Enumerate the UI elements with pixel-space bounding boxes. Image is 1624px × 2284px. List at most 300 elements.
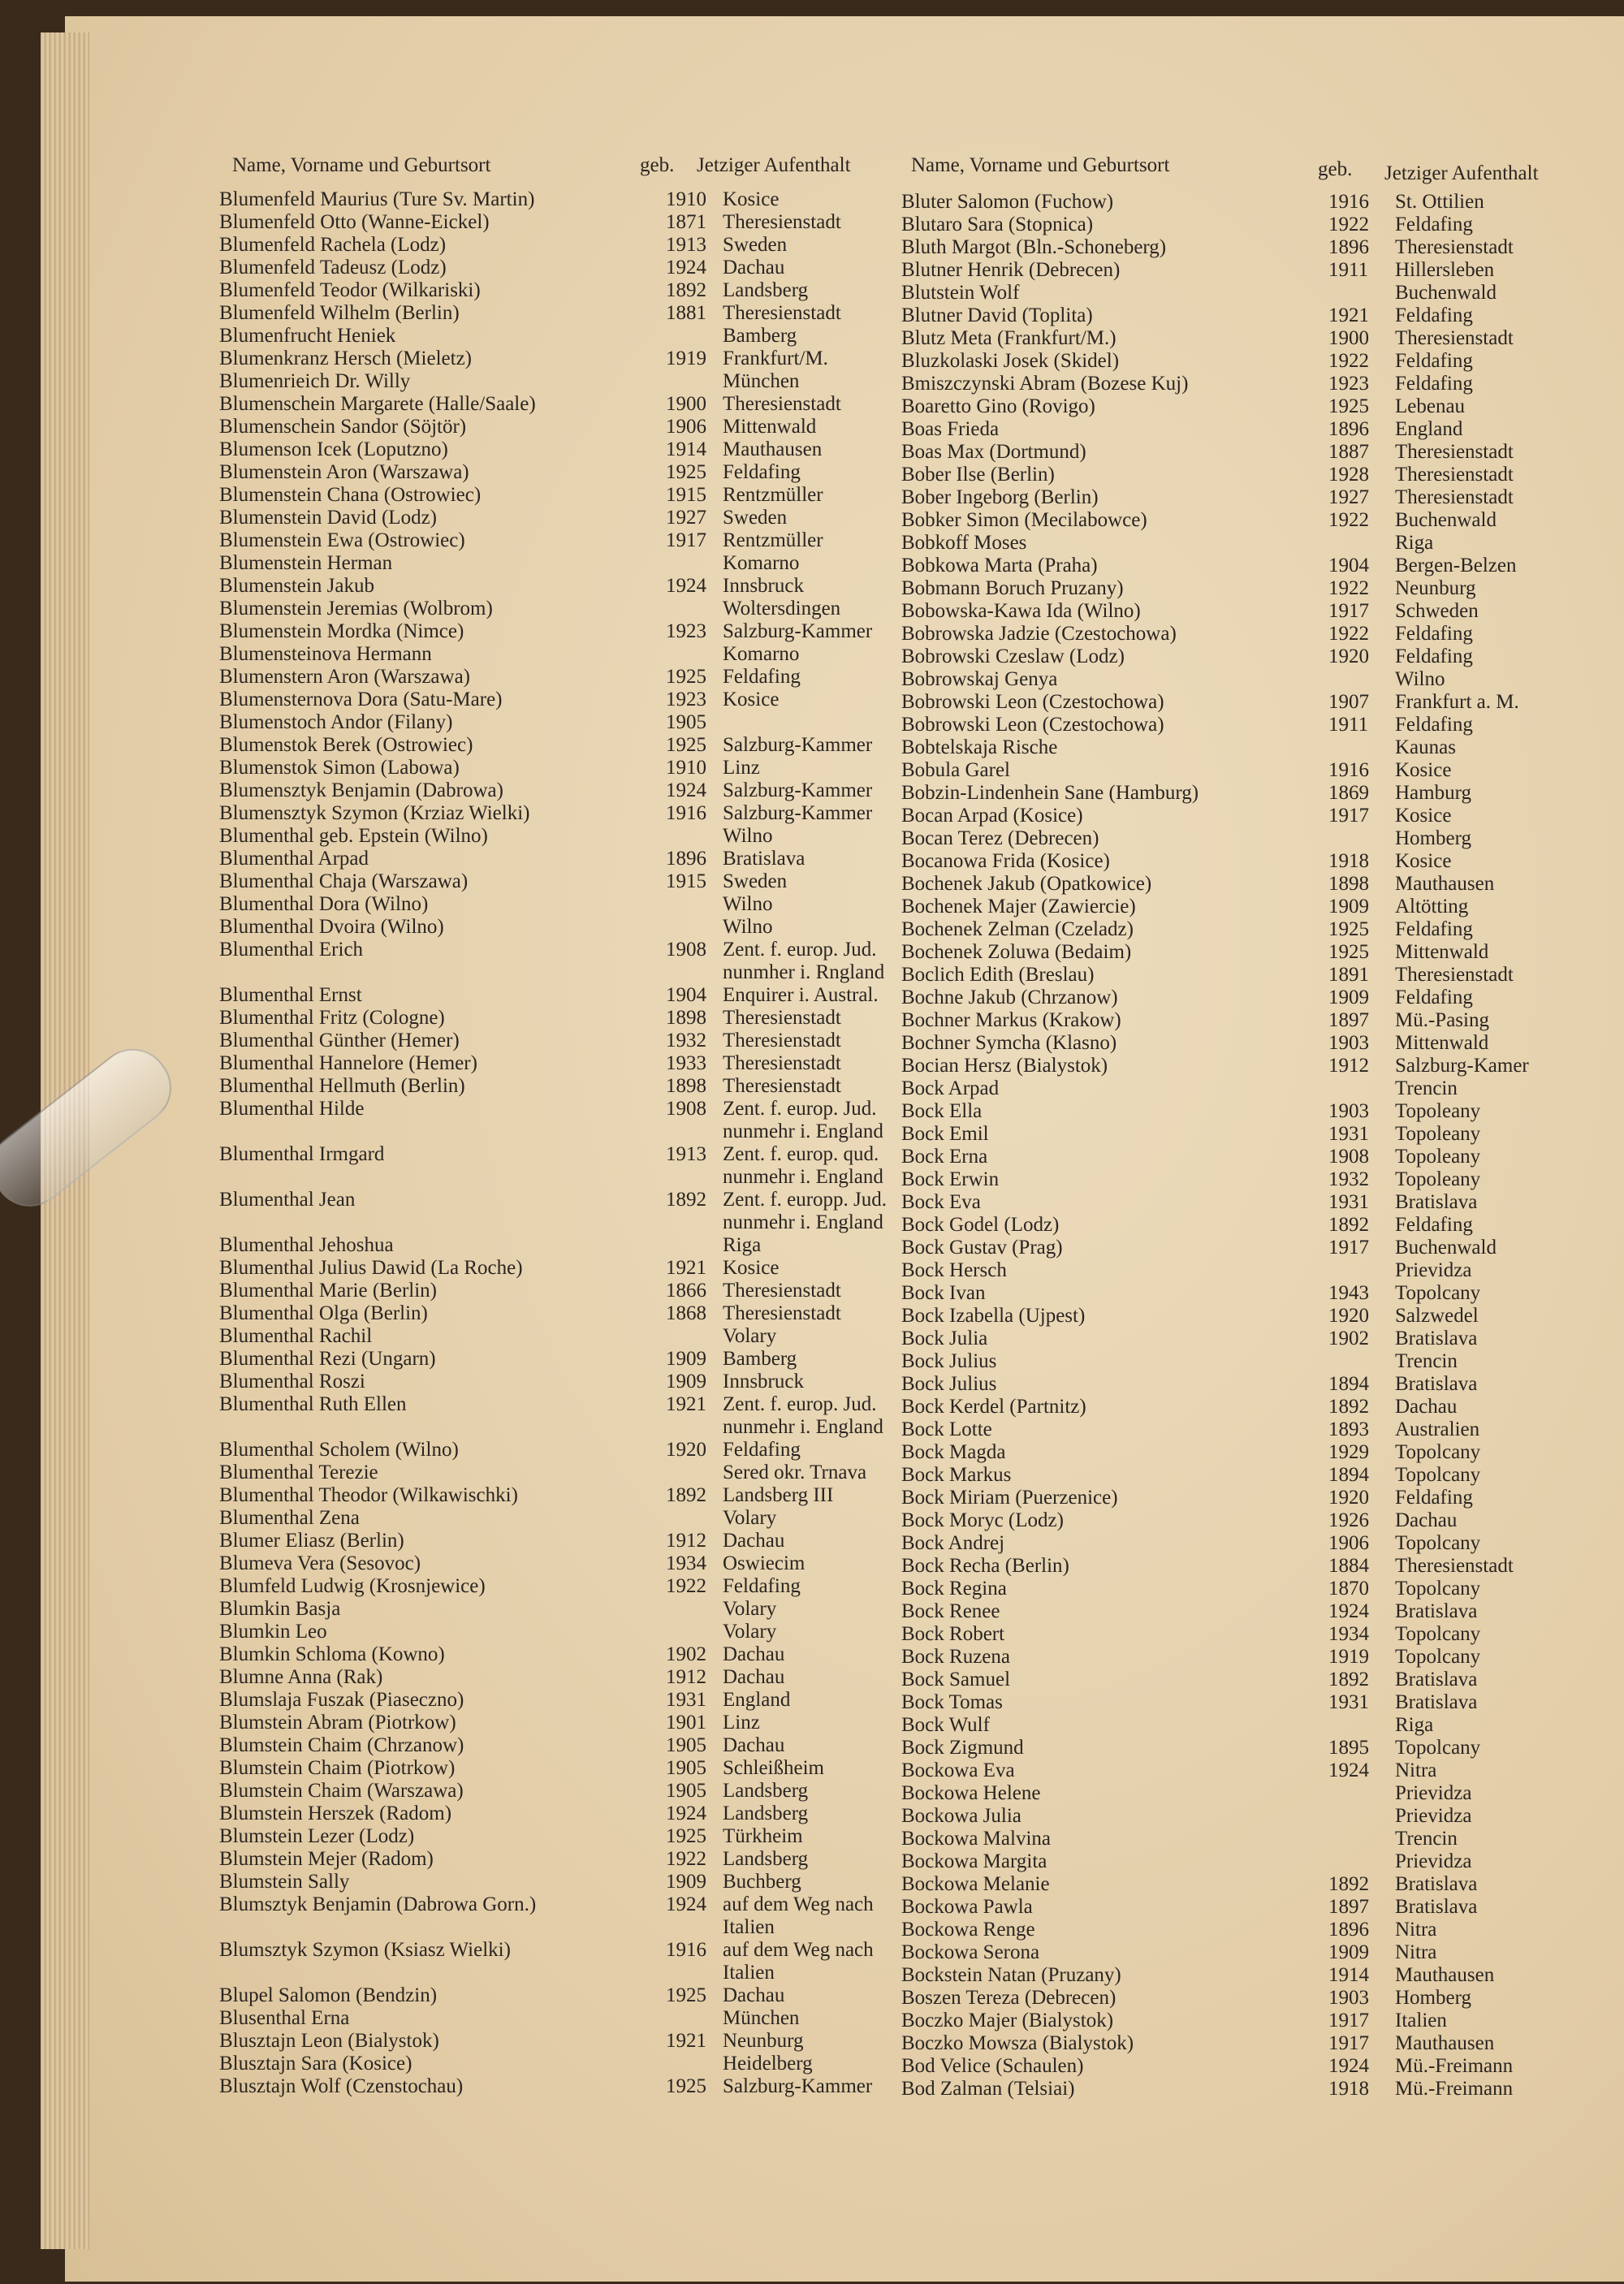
entry-place: Trencin xyxy=(1395,1350,1458,1372)
entry-name: Blumenthal Marie (Berlin) xyxy=(219,1280,437,1302)
entry-name: Blumenstein Ewa (Ostrowiec) xyxy=(219,529,465,551)
list-entry xyxy=(219,1484,834,1507)
entry-year: 1917 xyxy=(1328,1237,1369,1259)
entry-place: Buchenwald xyxy=(1395,282,1497,304)
entry-place: Italien xyxy=(1395,2010,1447,2031)
list-entry xyxy=(219,1507,788,1530)
entry-name: Bocian Hersz (Bialystok) xyxy=(901,1055,1108,1077)
entry-year: 1898 xyxy=(1328,873,1369,895)
list-entry xyxy=(901,1782,1616,1805)
entry-place: Zent. f. europ. Jud. xyxy=(723,1098,877,1120)
entry-year: 1897 xyxy=(1328,1896,1369,1918)
list-entry xyxy=(901,2078,1616,2101)
entry-name: Boaretto Gino (Rovigo) xyxy=(901,395,1095,417)
entry-name: Bockowa Margita xyxy=(901,1850,1047,1872)
entry-name: Blumenthal Erich xyxy=(219,939,364,961)
entry-place: Linz xyxy=(723,757,760,779)
list-entry xyxy=(901,691,1616,714)
entry-name: Blumstein Chaim (Chrzanow) xyxy=(219,1734,464,1756)
entry-year: 1927 xyxy=(1328,486,1369,508)
entry-place: Frankfurt a. M. xyxy=(1395,691,1519,713)
entry-year: 1893 xyxy=(1328,1418,1369,1440)
entry-name: Bockowa Helene xyxy=(901,1782,1041,1804)
entry-place: Feldafing xyxy=(723,461,801,483)
list-entry xyxy=(901,1850,1616,1873)
entry-name: Bobrowska Jadzie (Czestochowa) xyxy=(901,623,1177,645)
entry-place: Volary xyxy=(723,1507,777,1529)
entry-place: Topolcany xyxy=(1395,1623,1481,1645)
entry-year: 1916 xyxy=(666,802,706,824)
entry-place: Sered okr. Trnava xyxy=(723,1462,867,1483)
entry-place: Salzburg-Kammer xyxy=(723,779,873,801)
entry-place: Topolcany xyxy=(1395,1464,1481,1486)
entry-year: 1896 xyxy=(1328,418,1369,440)
entry-name: Blumenschein Sandor (Söjtör) xyxy=(219,416,467,438)
list-entry xyxy=(219,2075,873,2098)
list-entry xyxy=(219,461,801,484)
list-entry xyxy=(219,1234,788,1257)
list-entry xyxy=(901,509,1616,532)
entry-place: Enquirer i. Austral. xyxy=(723,984,879,1006)
entry-year: 1922 xyxy=(1328,577,1369,599)
entry-name: Blumenthal Rezi (Ungarn) xyxy=(219,1348,436,1370)
entry-year: 1924 xyxy=(666,1893,706,1915)
entry-year: 1884 xyxy=(1328,1555,1369,1577)
entry-place: Theresienstadt xyxy=(723,1280,841,1302)
entry-year: 1903 xyxy=(1328,1032,1369,1054)
entry-name: Boas Frieda xyxy=(901,418,1000,440)
list-entry xyxy=(901,1714,1616,1737)
entry-place: England xyxy=(1395,418,1463,440)
list-entry xyxy=(901,418,1616,441)
list-entry xyxy=(901,1146,1616,1168)
list-entry xyxy=(219,1166,883,1189)
entry-name: Blumenthal Irmgard xyxy=(219,1143,385,1165)
entry-place: Innsbruck xyxy=(723,575,804,597)
entry-year: 1917 xyxy=(1328,2010,1369,2031)
entry-name: Bock Erna xyxy=(901,1146,988,1168)
list-entry xyxy=(219,2053,813,2075)
entry-place: Sweden xyxy=(723,870,788,892)
list-entry xyxy=(901,782,1616,805)
entry-name: Blumenson Icek (Loputzno) xyxy=(219,438,448,460)
list-entry xyxy=(901,1009,1616,1032)
entry-name: Bock Gustav (Prag) xyxy=(901,1237,1063,1259)
left-header-place: Jetziger Aufenthalt xyxy=(697,154,851,176)
entry-place: Australien xyxy=(1395,1418,1480,1440)
entry-year: 1924 xyxy=(1328,1759,1369,1781)
list-entry xyxy=(219,1075,841,1098)
entry-place: Feldafing xyxy=(1395,1487,1473,1509)
entry-place: München xyxy=(723,370,800,392)
list-entry xyxy=(219,1962,788,1984)
entry-year: 1925 xyxy=(1328,941,1369,963)
entry-name: Bobula Garel xyxy=(901,759,1010,781)
list-entry xyxy=(901,1055,1616,1077)
list-entry xyxy=(219,1348,797,1371)
right-header-place: Jetziger Aufenthalt xyxy=(1384,162,1539,184)
list-entry xyxy=(219,279,809,302)
entry-place: Topolcany xyxy=(1395,1441,1481,1463)
entry-name: Blumenthal Günther (Hemer) xyxy=(219,1030,460,1051)
entry-year: 1908 xyxy=(1328,1146,1369,1168)
entry-name: Boclich Edith (Breslau) xyxy=(901,964,1095,986)
entry-name: Blumenthal Arpad xyxy=(219,848,369,870)
entry-year: 1933 xyxy=(666,1052,706,1074)
list-entry xyxy=(219,1871,801,1893)
left-header-year: geb. xyxy=(640,154,675,176)
list-entry xyxy=(219,2030,804,2053)
entry-year: 1866 xyxy=(666,1280,706,1302)
entry-place: Theresienstadt xyxy=(723,1030,841,1051)
entry-name: Blumeva Vera (Sesovoc) xyxy=(219,1552,421,1574)
list-entry xyxy=(219,1712,788,1734)
entry-name: Blumenfeld Maurius (Ture Sv. Martin) xyxy=(219,188,535,210)
list-entry xyxy=(901,1737,1616,1759)
list-entry xyxy=(901,1669,1616,1691)
entry-name: Blumenthal Dvoira (Wilno) xyxy=(219,916,444,938)
entry-place: Wilno xyxy=(723,893,773,915)
entry-year: 1904 xyxy=(1328,555,1369,576)
entry-year: 1920 xyxy=(1328,1305,1369,1327)
list-entry xyxy=(901,623,1616,645)
list-entry xyxy=(901,1487,1616,1509)
entry-name: Blumenstein Mordka (Nimce) xyxy=(219,620,464,642)
entry-name: Blumenthal Hellmuth (Berlin) xyxy=(219,1075,465,1097)
entry-name: Blumenthal Ruth Ellen xyxy=(219,1393,407,1415)
entry-place: Theresienstadt xyxy=(723,1007,841,1029)
entry-place: nunmehr i. England xyxy=(723,1416,883,1438)
entry-year: 1905 xyxy=(666,711,706,733)
entry-place: Feldafing xyxy=(1395,1214,1473,1236)
entry-year: 1895 xyxy=(1328,1737,1369,1759)
entry-name: Bock Izabella (Ujpest) xyxy=(901,1305,1086,1327)
entry-name: Boas Max (Dortmund) xyxy=(901,441,1086,463)
entry-year: 1909 xyxy=(1328,1941,1369,1963)
entry-year: 1896 xyxy=(666,848,706,870)
entry-place: Feldafing xyxy=(1395,214,1473,235)
list-entry xyxy=(901,668,1616,691)
entry-year: 1924 xyxy=(666,1803,706,1824)
list-entry xyxy=(901,259,1616,282)
entry-name: Blumensteinova Hermann xyxy=(219,643,432,665)
entry-name: Bockowa Pawla xyxy=(901,1896,1033,1918)
list-entry xyxy=(901,1373,1616,1396)
entry-name: Bock Erwin xyxy=(901,1168,1000,1190)
entry-place: Feldafing xyxy=(723,666,801,688)
list-entry xyxy=(901,1032,1616,1055)
entry-place: Mauthausen xyxy=(1395,873,1495,895)
entry-name: Blutstein Wolf xyxy=(901,282,1020,304)
entry-year: 1892 xyxy=(1328,1214,1369,1236)
list-entry xyxy=(901,759,1616,782)
list-entry xyxy=(901,1418,1616,1441)
entry-place: Theresienstadt xyxy=(1395,1555,1514,1577)
list-entry xyxy=(901,1168,1616,1191)
list-entry xyxy=(219,1439,801,1462)
entry-year: 1932 xyxy=(666,1030,706,1051)
entry-name: Blumenschein Margarete (Halle/Saale) xyxy=(219,393,536,415)
entry-name: Bock Kerdel (Partnitz) xyxy=(901,1396,1086,1418)
entry-name: Bock Julia xyxy=(901,1328,988,1349)
entry-year: 1912 xyxy=(666,1666,706,1688)
entry-place: Sweden xyxy=(723,234,788,256)
entry-year: 1922 xyxy=(1328,509,1369,531)
list-entry xyxy=(901,645,1616,668)
list-entry xyxy=(901,1305,1616,1328)
list-entry xyxy=(219,507,788,529)
entry-place: Dachau xyxy=(723,257,785,278)
entry-place: Bamberg xyxy=(723,325,797,347)
entry-year: 1925 xyxy=(666,1984,706,2006)
entry-year: 1892 xyxy=(666,279,706,301)
entry-place: Landsberg xyxy=(723,1803,809,1824)
entry-place: Mittenwald xyxy=(1395,1032,1489,1054)
list-entry xyxy=(219,1825,803,1848)
entry-name: Bod Zalman (Telsiai) xyxy=(901,2078,1075,2100)
list-entry xyxy=(219,1666,788,1689)
entry-place: Bamberg xyxy=(723,1348,797,1370)
entry-name: Bober Ilse (Berlin) xyxy=(901,464,1055,486)
entry-place: Oswiecim xyxy=(723,1552,806,1574)
entry-year: 1919 xyxy=(1328,1646,1369,1668)
entry-name: Blumenfrucht Heniek xyxy=(219,325,396,347)
list-entry xyxy=(901,1828,1616,1850)
entry-place: Komarno xyxy=(723,643,800,665)
entry-name: Blusztajn Sara (Kosice) xyxy=(219,2053,412,2075)
list-entry xyxy=(901,1123,1616,1146)
entry-name: Bockowa Malvina xyxy=(901,1828,1051,1850)
entry-name: Blumenthal Dora (Wilno) xyxy=(219,893,429,915)
entry-place: Volary xyxy=(723,1598,777,1620)
entry-place: England xyxy=(723,1689,791,1711)
entry-name: Bock Robert xyxy=(901,1623,1005,1645)
entry-year: 1925 xyxy=(666,734,706,756)
entry-place: Mü.-Freimann xyxy=(1395,2078,1514,2100)
entry-name: Bock Moryc (Lodz) xyxy=(901,1509,1064,1531)
entry-place: Topoleany xyxy=(1395,1100,1481,1122)
right-header-name: Name, Vorname und Geburtsort xyxy=(911,154,1170,176)
entry-place: Frankfurt/M. xyxy=(723,348,828,369)
entry-name: Bock Renee xyxy=(901,1600,1000,1622)
list-entry xyxy=(219,666,801,689)
list-entry xyxy=(901,532,1616,555)
entry-place: Theresienstadt xyxy=(1395,441,1514,463)
list-entry xyxy=(901,1214,1616,1237)
list-entry xyxy=(219,711,788,734)
entry-year: 1922 xyxy=(1328,350,1369,372)
entry-name: Bock Ella xyxy=(901,1100,983,1122)
entry-place: Kosice xyxy=(1395,759,1452,781)
entry-place: Dachau xyxy=(723,1530,785,1552)
list-entry xyxy=(219,1120,883,1143)
list-entry xyxy=(219,1257,788,1280)
list-entry xyxy=(219,689,788,711)
list-entry xyxy=(219,1530,788,1552)
entry-name: Blumkin Schloma (Kowno) xyxy=(219,1643,445,1665)
entry-name: Blumenstein David (Lodz) xyxy=(219,507,437,529)
entry-place: Theresienstadt xyxy=(1395,464,1514,486)
list-entry xyxy=(219,779,873,802)
entry-name: Blusztajn Leon (Bialystok) xyxy=(219,2030,439,2052)
entry-year: 1934 xyxy=(1328,1623,1369,1645)
list-entry xyxy=(219,1211,883,1234)
entry-year: 1892 xyxy=(666,1484,706,1506)
list-entry xyxy=(901,1555,1616,1578)
list-entry xyxy=(901,373,1616,395)
entry-year: 1925 xyxy=(1328,395,1369,417)
entry-name: Bock Andrej xyxy=(901,1532,1005,1554)
entry-name: Bobkowa Marta (Praha) xyxy=(901,555,1098,576)
entry-year: 1912 xyxy=(1328,1055,1369,1077)
list-entry xyxy=(219,325,797,348)
list-entry xyxy=(219,1984,788,2007)
list-entry xyxy=(219,1916,788,1939)
list-entry xyxy=(901,2032,1616,2055)
list-entry xyxy=(901,1600,1616,1623)
entry-year: 1911 xyxy=(1328,259,1369,281)
list-entry xyxy=(219,916,788,939)
entry-place: Volary xyxy=(723,1621,777,1643)
list-entry xyxy=(219,1575,801,1598)
entry-place: Linz xyxy=(723,1712,760,1734)
entry-year: 1912 xyxy=(666,1530,706,1552)
list-entry xyxy=(219,734,873,757)
entry-place: Bratislava xyxy=(1395,1328,1478,1349)
entry-name: Blumenfeld Tadeusz (Lodz) xyxy=(219,257,447,278)
entry-name: Blumenstein Jeremias (Wolbrom) xyxy=(219,598,493,620)
list-entry xyxy=(219,1893,874,1916)
list-entry xyxy=(219,1757,824,1780)
entry-year: 1922 xyxy=(1328,623,1369,645)
entry-name: Bock Regina xyxy=(901,1578,1007,1600)
entry-name: Blusenthal Erna xyxy=(219,2007,350,2029)
entry-place: Bratislava xyxy=(1395,1669,1478,1690)
list-entry xyxy=(901,1077,1616,1100)
entry-name: Blumenrieich Dr. Willy xyxy=(219,370,411,392)
entry-place: Dachau xyxy=(723,1984,785,2006)
list-entry xyxy=(901,1646,1616,1669)
entry-name: Bochenek Zelman (Czeladz) xyxy=(901,918,1134,940)
entry-year: 1921 xyxy=(666,2030,706,2052)
list-entry xyxy=(219,1302,841,1325)
entry-year: 1922 xyxy=(1328,214,1369,235)
entry-year: 1906 xyxy=(1328,1532,1369,1554)
entry-year: 1924 xyxy=(666,257,706,278)
entry-place: Riga xyxy=(1395,1714,1434,1736)
list-entry xyxy=(219,939,877,961)
entry-year: 1905 xyxy=(666,1734,706,1756)
list-entry xyxy=(901,1623,1616,1646)
entry-place: Italien xyxy=(723,1916,775,1938)
list-entry xyxy=(901,1509,1616,1532)
entry-name: Bocanowa Frida (Kosice) xyxy=(901,850,1110,872)
entry-place: Nitra xyxy=(1395,1759,1437,1781)
entry-place: Nitra xyxy=(1395,1941,1437,1963)
entry-place: Altötting xyxy=(1395,896,1469,917)
list-entry xyxy=(219,598,841,620)
entry-year: 1909 xyxy=(1328,987,1369,1008)
entry-year: 1916 xyxy=(1328,191,1369,213)
entry-place: Salzburg-Kammer xyxy=(723,620,873,642)
entry-place: Schweden xyxy=(1395,600,1479,622)
list-entry xyxy=(219,1189,888,1211)
list-entry xyxy=(219,643,800,666)
entry-name: Blumsztyk Benjamin (Dabrowa Gorn.) xyxy=(219,1893,537,1915)
entry-name: Bochenek Majer (Zawiercie) xyxy=(901,896,1136,917)
entry-place: Dachau xyxy=(723,1734,785,1756)
list-entry xyxy=(901,850,1616,873)
list-entry xyxy=(219,848,806,870)
entry-year: 1925 xyxy=(666,666,706,688)
entry-name: Blumstein Mejer (Radom) xyxy=(219,1848,434,1870)
entry-year: 1881 xyxy=(666,302,706,324)
list-entry xyxy=(219,757,788,779)
entry-name: Bock Miriam (Puerzenice) xyxy=(901,1487,1118,1509)
list-entry xyxy=(901,486,1616,509)
entry-name: Blumstein Abram (Piotrkow) xyxy=(219,1712,456,1734)
entry-year: 1931 xyxy=(1328,1123,1369,1145)
entry-place: Bratislava xyxy=(723,848,806,870)
entry-year: 1898 xyxy=(666,1075,706,1097)
entry-name: Bochenek Jakub (Opatkowice) xyxy=(901,873,1152,895)
entry-place: Mittenwald xyxy=(1395,941,1489,963)
list-entry xyxy=(219,1098,877,1120)
entry-name: Blumensztyk Szymon (Krziaz Wielki) xyxy=(219,802,530,824)
entry-name: Bock Julius xyxy=(901,1350,997,1372)
entry-place: Wilno xyxy=(1395,668,1445,690)
entry-name: Bobrowski Czeslaw (Lodz) xyxy=(901,645,1125,667)
entry-place: Dachau xyxy=(1395,1509,1458,1531)
entry-place: auf dem Weg nach xyxy=(723,1939,874,1961)
list-entry xyxy=(901,827,1616,850)
entry-place: Feldafing xyxy=(1395,918,1473,940)
list-entry xyxy=(219,416,817,438)
entry-place: Homberg xyxy=(1395,827,1471,849)
list-entry xyxy=(219,575,804,598)
entry-place: Dachau xyxy=(723,1666,785,1688)
entry-name: Blumenthal Roszi xyxy=(219,1371,365,1392)
entry-year: 1922 xyxy=(666,1848,706,1870)
list-entry xyxy=(901,873,1616,896)
entry-place: Feldafing xyxy=(1395,304,1473,326)
entry-name: Bobrowski Leon (Czestochowa) xyxy=(901,691,1164,713)
entry-name: Blumslaja Fuszak (Piaseczno) xyxy=(219,1689,464,1711)
entry-year: 1892 xyxy=(1328,1669,1369,1690)
list-entry xyxy=(219,484,823,507)
entry-year: 1923 xyxy=(1328,373,1369,395)
list-entry xyxy=(219,1803,809,1825)
entry-name: Bober Ingeborg (Berlin) xyxy=(901,486,1099,508)
entry-name: Blumstein Herszek (Radom) xyxy=(219,1803,452,1824)
entry-place: Theresienstadt xyxy=(723,211,841,233)
list-entry xyxy=(901,1964,1616,1987)
entry-year: 1904 xyxy=(666,984,706,1006)
entry-place: Kosice xyxy=(723,1257,780,1279)
entry-place: Neunburg xyxy=(723,2030,804,2052)
entry-year: 1922 xyxy=(666,1575,706,1597)
entry-place: Riga xyxy=(1395,532,1434,554)
list-entry xyxy=(901,805,1616,827)
entry-place: Italien xyxy=(723,1962,775,1984)
entry-place: Heidelberg xyxy=(723,2053,813,2075)
list-entry xyxy=(219,1848,809,1871)
entry-name: Blumenthal Zena xyxy=(219,1507,360,1529)
entry-name: Blumensternova Dora (Satu-Mare) xyxy=(219,689,503,710)
entry-place: Dachau xyxy=(1395,1396,1458,1418)
entry-year: 1892 xyxy=(666,1189,706,1211)
list-entry xyxy=(219,302,841,325)
